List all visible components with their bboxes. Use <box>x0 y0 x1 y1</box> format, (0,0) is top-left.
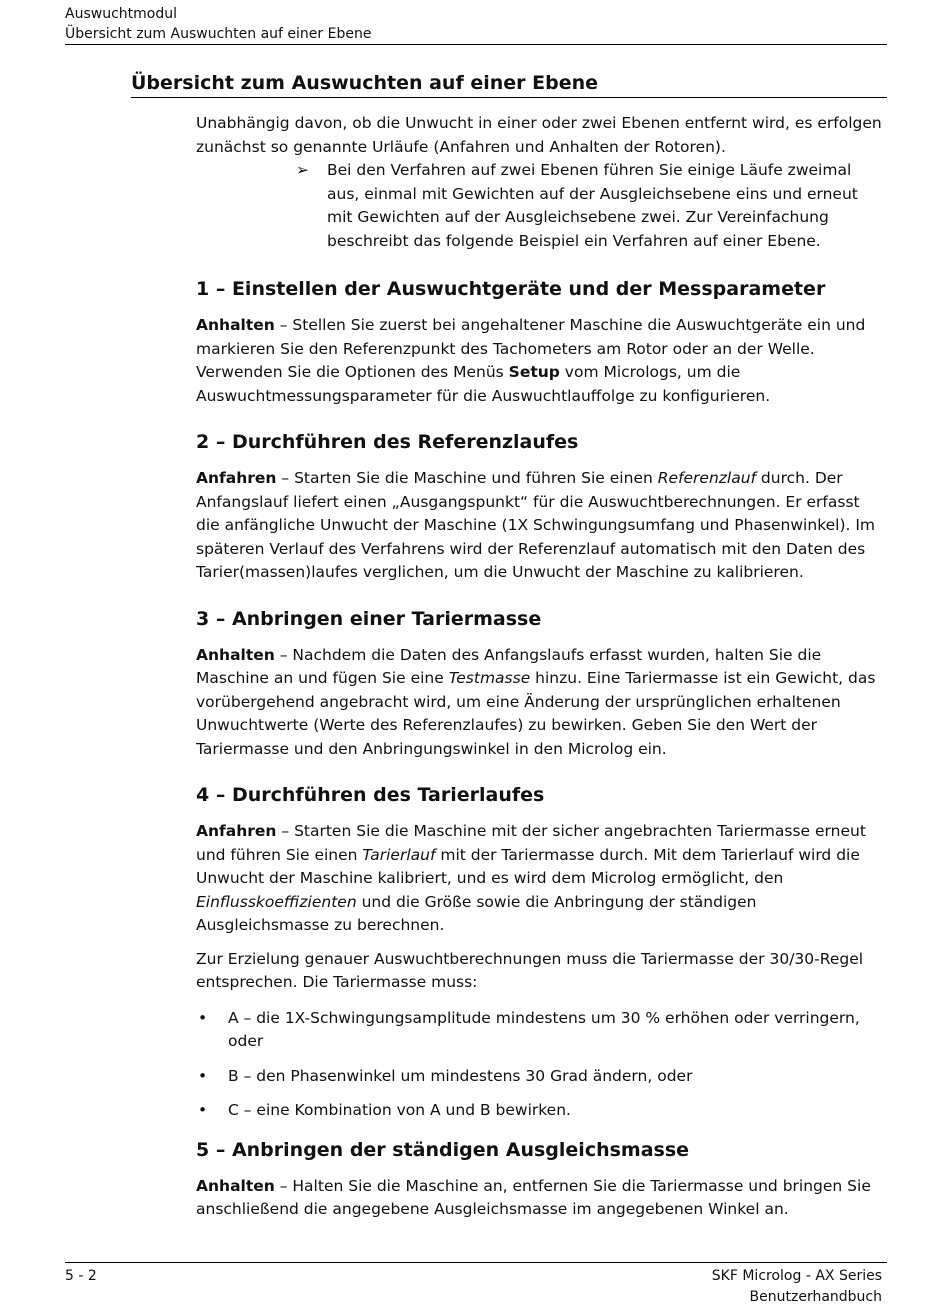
step-3-term: Testmasse <box>448 669 531 687</box>
footer-product <box>712 1266 882 1308</box>
section-title: Übersicht zum Auswuchten auf einer Ebene <box>131 72 599 94</box>
bullet-dot-icon: • <box>198 1066 208 1085</box>
step-4-heading: 4 – Durchführen des Tarierlaufes <box>196 784 545 806</box>
running-header <box>65 4 887 44</box>
step-3-lead: Anhalten <box>196 645 275 664</box>
list-item <box>196 1099 884 1123</box>
header-module: Auswuchtmodul <box>65 6 177 22</box>
arrowhead-bullet-icon: ➢ <box>296 161 309 179</box>
step-4-paragraph <box>196 820 884 938</box>
list-item <box>196 1065 884 1089</box>
list-item <box>196 1007 884 1054</box>
step-4-text-c: und die Größe sowie die Anbringung der ständigen Ausgleichsmasse zu berechnen. <box>196 892 757 934</box>
list-item-text: B – den Phasenwinkel um mindestens 30 Grad ändern, oder <box>228 1066 693 1085</box>
step-3-heading: 3 – Anbringen einer Tariermasse <box>196 607 542 630</box>
step-1-setup-term: Setup <box>508 363 560 381</box>
footer-product-name: SKF Microlog - AX Series <box>711 1268 882 1284</box>
step-2-lead: Anfahren <box>196 469 277 487</box>
intro-paragraph: Unabhängig davon, ob die Unwucht in einer oder zwei Ebenen entfernt wird, es erfolgen zunächst so genannte Urläufe (Anfahren und Anhalten der Rotoren). <box>196 114 882 156</box>
step-3-paragraph <box>196 644 884 762</box>
list-item-text: C – eine Kombination von A und B bewirken. <box>228 1101 571 1119</box>
bullet-dot-icon: • <box>198 1101 208 1119</box>
header-rule <box>65 44 887 45</box>
rule-30-30-paragraph: Zur Erzielung genauer Auswuchtberechnungen muss die Tariermasse der 30/30-Regel entsprechen. Die Tariermasse muss: <box>196 949 864 991</box>
list-item-text: A – die 1X-Schwingungsamplitude mindestens um 30 % erhöhen oder verringern, oder <box>228 1008 860 1050</box>
step-1-text-a: – Stellen Sie zuerst bei angehaltener Maschine die Auswuchtgeräte ein und markieren Sie den Referenzpunkt des Tachometers am Rotor oder an der Welle. Verwenden Sie die Optionen des Menüs <box>196 316 866 381</box>
title-rule <box>131 97 887 98</box>
page-number: 5 - 2 <box>65 1268 97 1284</box>
step-1-text-b: vom Micrologs, um die Auswuchtmessungsparameter für die Auswuchtlauffolge zu konfigurieren. <box>196 363 771 405</box>
step-1-paragraph <box>196 314 884 408</box>
step-2-heading: 2 – Durchführen des Referenzlaufes <box>196 431 579 453</box>
bullet-dot-icon: • <box>198 1008 208 1027</box>
step-4-term-2: Einflusskoeffizienten <box>196 892 357 911</box>
step-2-term: Referenzlauf <box>657 469 756 487</box>
step-5-lead: Anhalten <box>196 1176 275 1195</box>
criteria-list <box>196 1007 884 1123</box>
step-2-text-b: durch. Der Anfangslauf liefert einen „Ausgangspunkt“ für die Auswuchtberechnungen. Er erfasst die anfängliche Unwucht der Maschine (1X Schwingungsumfang und Phasenwinkel). Im späteren Verlauf des Verfahrens wird der Referenzlauf automatisch mit den Daten des Tarier(massen)laufes verglichen, um die Unwucht der Maschine zu kalibrieren. <box>196 469 876 581</box>
footer-rule <box>65 1262 887 1263</box>
step-5-paragraph <box>196 1175 884 1222</box>
step-5-heading: 5 – Anbringen der ständigen Ausgleichsmasse <box>196 1138 690 1161</box>
footer-manual-name: Benutzerhandbuch <box>749 1289 882 1305</box>
note-paragraph <box>196 159 884 253</box>
step-4-text-b: mit der Tariermasse durch. Mit dem Tarierlauf wird die Unwucht der Maschine kalibriert, und es wird dem Microlog ermöglicht, den <box>196 845 860 887</box>
body-text <box>196 112 884 1222</box>
header-section: Übersicht zum Auswuchten auf einer Ebene <box>65 26 372 42</box>
step-5-text-a: – Halten Sie die Maschine an, entfernen Sie die Tariermasse und bringen Sie anschließend die angegebene Ausgleichsmasse im angegebenen Winkel an. <box>196 1176 871 1218</box>
step-3-text-a: – Nachdem die Daten des Anfangslaufs erfasst wurden, halten Sie die Maschine an und fügen Sie eine <box>196 645 822 687</box>
step-1-lead: Anhalten <box>196 316 275 334</box>
step-4-text-a: – Starten Sie die Maschine mit der sicher angebrachten Tariermasse erneut und führen Sie einen <box>196 822 866 864</box>
note-text: Bei den Verfahren auf zwei Ebenen führen Sie einige Läufe zweimal aus, einmal mit Gewichten auf der Ausgleichsebene eins und erneut mit Gewichten auf der Ausgleichsebene zwei. Zur Vereinfachung beschreibt das folgende Beispiel ein Verfahren auf einer Ebene. <box>327 161 858 250</box>
step-1-heading: 1 – Einstellen der Auswuchtgeräte und der Messparameter <box>196 278 826 300</box>
step-4-lead: Anfahren <box>196 822 277 840</box>
step-4-term: Tarierlauf <box>362 845 436 864</box>
step-3-text-b: hinzu. Eine Tariermasse ist ein Gewicht, das vorübergehend angebracht wird, um eine Änderung der ursprünglichen erhaltenen Unwuchtwerte (Werte des Referenzlaufes) zu bewirken. Geben Sie den Wert der Tariermasse und den Anbringungswinkel in den Microlog ein. <box>196 669 876 758</box>
step-2-paragraph <box>196 467 884 585</box>
step-2-text-a: – Starten Sie die Maschine und führen Sie einen <box>276 469 658 487</box>
